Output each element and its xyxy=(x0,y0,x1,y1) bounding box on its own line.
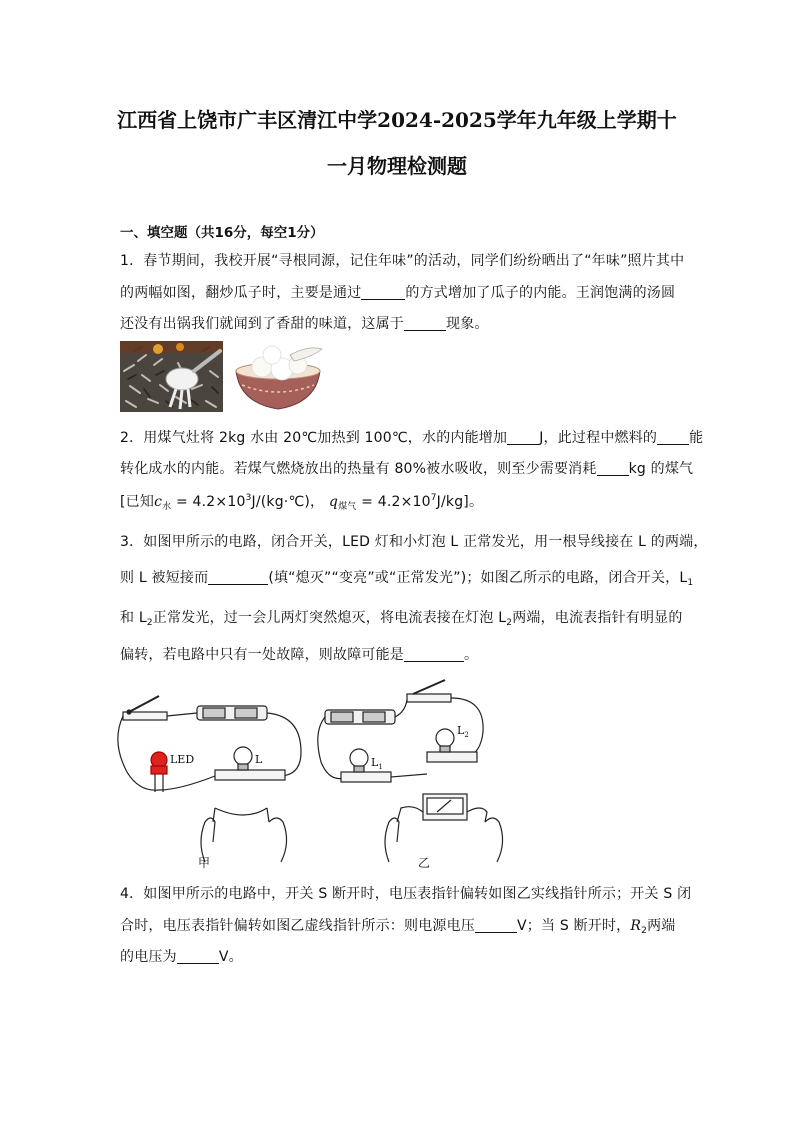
q1-line1: 1．春节期间，我校开展“寻根同源，记住年味”的活动，同学们纷纷晒出了“年味”照片其中 xyxy=(120,253,685,269)
q1-blank1[interactable] xyxy=(361,285,405,300)
section-heading: 一、填空题（共16分，每空1分） xyxy=(120,225,324,241)
q1-line2: 的两幅如图，翻炒瓜子时，主要是通过 的方式增加了瓜子的内能。王润饱满的汤圆 xyxy=(120,285,676,301)
q1-line3: 还没有出锅我们就闻到了香甜的味道，这属于 现象。 xyxy=(120,316,489,332)
q4-line1: 4．如图甲所示的电路中，开关 S 断开时，电压表指针偏转如图乙实线指针所示；开关 S 闭 xyxy=(120,886,692,902)
q4-blank1[interactable] xyxy=(475,918,517,933)
figure-caption-a: 甲 xyxy=(198,856,211,870)
sunflower-seeds-image xyxy=(120,341,223,412)
figure-caption-b: 乙 xyxy=(418,856,431,870)
circuit-figure xyxy=(115,672,510,877)
bulb-l-label: L xyxy=(255,753,263,766)
q3-line1: 3．如图甲所示的电路，闭合开关，LED 灯和小灯泡 L 正常发光，用一根导线接在 L 的两端， xyxy=(120,534,708,550)
q2-blank1[interactable] xyxy=(507,430,539,445)
q2-blank2[interactable] xyxy=(657,430,689,445)
q4-blank2[interactable] xyxy=(177,949,219,964)
led-label: LED xyxy=(170,753,195,766)
q2-line1: 2．用煤气灶将 2kg 水由 20℃加热到 100℃，水的内能增加 J，此过程中燃料的 能 xyxy=(120,430,704,446)
bulb-l2-label: $L_2$ xyxy=(457,724,469,739)
circuit-b xyxy=(318,680,503,862)
document-title-line1: 江西省上饶市广丰区清江中学2024-2025学年九年级上学期十 xyxy=(117,108,677,132)
circuit-a xyxy=(118,696,301,862)
tangyuan-bowl-image xyxy=(232,341,324,412)
q3-line3: 和 $L_2$正常发光，过一会儿两灯突然熄灭，将电流表接在灯泡 $L_2$两端，电流表指针有明显的 xyxy=(120,610,683,628)
q3-line2: 则 L 被短接而 (填“熄灭”“变亮”或“正常发光”)；如图乙所示的电路，闭合开关，$L_1$ xyxy=(120,570,694,588)
sunflower-seeds-photo xyxy=(120,341,223,412)
q1-blank2[interactable] xyxy=(404,316,446,331)
q2-line2: 转化成水的内能。若煤气燃烧放出的热量有 80%被水吸收，则至少需要消耗 kg 的煤气 xyxy=(120,461,694,477)
document-title-line2: 一月物理检测题 xyxy=(327,154,467,178)
q4-line2: 合时，电压表指针偏转如图乙虚线指针所示：则电源电压 V；当 S 断开时，$R_2$两端 xyxy=(120,918,676,936)
q4-line3: 的电压为 V。 xyxy=(120,949,243,965)
tangyuan-bowl-photo xyxy=(232,341,324,412)
q3-blank2[interactable] xyxy=(404,647,464,662)
q2-line3: [已知$c_水$ = $4.2\times 10^3J/(kg\cdot℃)$， $q_{煤气} = 4.2\times 10^7J/kg$]。 xyxy=(120,493,484,512)
bulb-l1-label: $L_1$ xyxy=(371,756,383,771)
q2-blank3[interactable] xyxy=(597,461,629,476)
q3-line4: 偏转，若电路中只有一处故障，则故障可能是 。 xyxy=(120,647,479,663)
q3-blank1[interactable] xyxy=(208,570,268,585)
